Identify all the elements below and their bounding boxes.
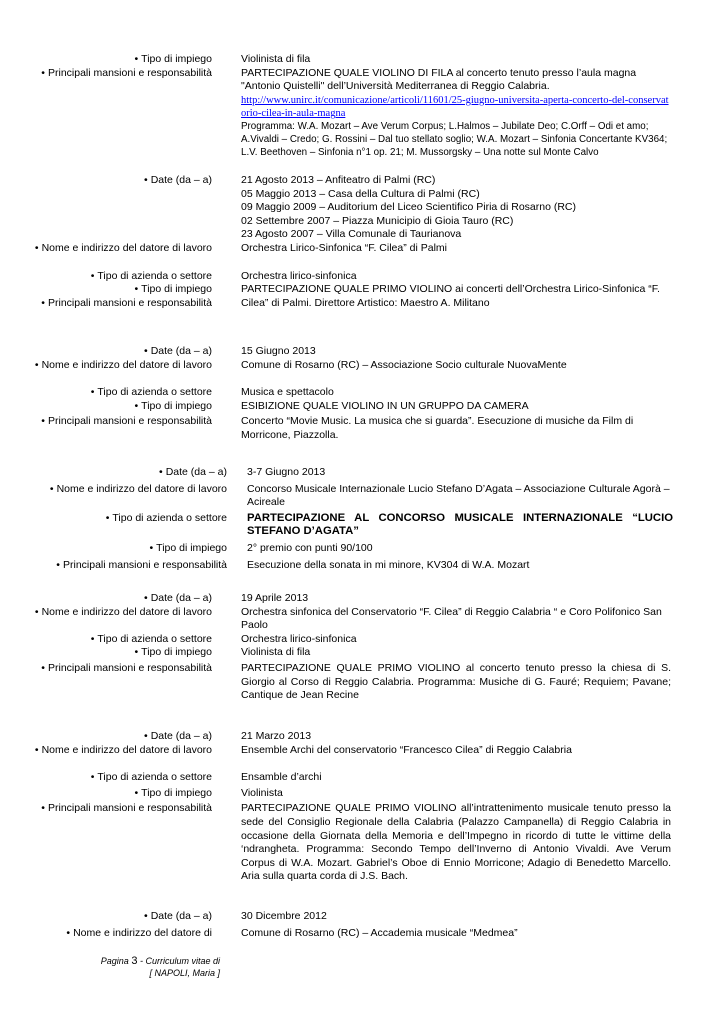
cv-row-datore [0, 744, 724, 758]
row-label: Tipo di azienda o settore [112, 511, 227, 524]
date-line: 09 Maggio 2009 – Auditorium del Liceo Scientifico Piria di Rosarno (RC) [241, 201, 577, 214]
row-label: Tipo di azienda o settore [97, 632, 212, 645]
bullet: • [34, 743, 39, 756]
cv-row-date [0, 174, 724, 242]
row-value: Concerto “Movie Music. La musica che si guarda”. Esecuzione di musiche da Film di Morricone, Piazzolla. [241, 415, 634, 441]
bullet: • [134, 646, 139, 659]
cv-entry-medmea [0, 910, 724, 940]
cv-entry-chiesa-san-giorgio [0, 592, 724, 703]
row-label: Tipo di azienda o settore [97, 771, 212, 784]
row-label: Principali mansioni e responsabilità [62, 558, 227, 571]
row-value: Violinista di fila [241, 646, 311, 659]
bullet: • [34, 605, 39, 618]
row-label: Tipo di impiego [141, 283, 212, 296]
cv-entry-nuovamente [0, 345, 724, 443]
cv-row-date [0, 910, 724, 924]
bullet: • [149, 541, 154, 554]
row-label: Nome e indirizzo del datore di [73, 926, 212, 939]
row-label: Date (da – a) [165, 466, 227, 478]
row-value: Comune di Rosarno (RC) – Associazione Socio culturale NuovaMente [241, 358, 567, 371]
bullet: • [34, 358, 39, 371]
footer-suffix: - Curriculum vitae di [139, 956, 220, 966]
row-value: 21 Marzo 2013 [241, 730, 312, 742]
bullet: • [41, 296, 45, 309]
cv-row-mansioni [0, 559, 724, 573]
row-label: Date (da – a) [150, 345, 212, 357]
bullet: • [134, 283, 139, 296]
row-value: Orchestra sinfonica del Conservatorio “F. Cilea” di Reggio Calabria “ e Coro Polifonico San Paolo [241, 605, 662, 632]
row-value: PARTECIPAZIONE QUALE VIOLINO DI FILA al concerto tenuto presso l’aula magna "Antonio Quistelli" dell’Università Mediterranea di Reggio Calabria. [241, 66, 637, 93]
cv-row-mansioni [0, 67, 724, 160]
row-label: Principali mansioni e responsabilità [47, 802, 212, 815]
date-line: 02 Settembre 2007 – Piazza Municipio di Gioia Tauro (RC) [241, 214, 514, 227]
cv-entry-ensemble-archi [0, 730, 724, 884]
cv-row-datore [0, 606, 724, 633]
row-value: Ensemble Archi del conservatorio “Francesco Cilea” di Reggio Calabria [241, 743, 572, 756]
cv-row-settore [0, 771, 724, 785]
row-label: Principali mansioni e responsabilità [47, 66, 212, 79]
row-label: Tipo di impiego [141, 399, 212, 412]
row-label: Principali mansioni e responsabilità [47, 415, 212, 428]
cv-row-settore [0, 512, 724, 539]
footer-name: [ NAPOLI, Maria ] [149, 967, 220, 978]
cv-row-impiego-mansioni [0, 283, 724, 310]
row-label: Tipo di impiego [141, 53, 212, 65]
row-label: Tipo di impiego [141, 786, 212, 799]
cv-row-datore [0, 242, 724, 256]
cv-row-mansioni [0, 662, 724, 703]
row-value: 15 Giugno 2013 [241, 345, 316, 357]
bullet: • [90, 269, 95, 282]
row-label: Principali mansioni e responsabilità [47, 296, 212, 309]
bullet: • [134, 53, 139, 65]
row-value: Orchestra lirico-sinfonica [241, 632, 357, 645]
bullet: • [134, 399, 139, 412]
row-value: Concorso Musicale Internazionale Lucio Stefano D’Agata – Associazione Culturale Agorà – Acireale [247, 482, 670, 509]
row-value: Orchestra lirico-sinfonica [241, 269, 357, 282]
bullet: • [56, 558, 60, 571]
cv-entry-orchestra-palmi [0, 174, 724, 310]
row-value: 2° premio con punti 90/100 [247, 541, 373, 554]
row-label: Principali mansioni e responsabilità [47, 661, 212, 674]
article-link[interactable]: http://www.unirc.it/comunicazione/articoli/11601/25-giugno-universita-aperta-concerto-del-conservatorio-cilea-in-aula-magna [241, 94, 669, 120]
cv-row-settore [0, 270, 724, 284]
row-label: Nome e indirizzo del datore di lavoro [56, 482, 227, 495]
date-line: 05 Maggio 2013 – Casa della Cultura di Palmi (RC) [241, 187, 480, 200]
row-label: Tipo di impiego [156, 541, 227, 554]
row-value: Ensamble d’archi [241, 771, 322, 784]
row-value: 3-7 Giugno 2013 [247, 466, 326, 478]
cv-row-date [0, 592, 724, 606]
date-line: 23 Agosto 2007 – Villa Comunale di Taurianova [241, 228, 462, 241]
bullet: • [41, 415, 45, 428]
cv-row-date [0, 345, 724, 359]
row-label: Tipo di impiego [141, 646, 212, 659]
cv-row-impiego [0, 400, 724, 414]
row-label: Tipo di azienda o settore [97, 386, 212, 399]
bullet: • [90, 771, 95, 784]
cv-row-datore [0, 359, 724, 373]
cv-row-tipo-impiego [0, 53, 724, 67]
cv-row-settore [0, 386, 724, 400]
bullet: • [144, 174, 148, 186]
cv-row-impiego [0, 542, 724, 556]
row-label: Nome e indirizzo del datore di lavoro [41, 743, 212, 756]
bullet: • [49, 482, 54, 495]
row-value: Musica e spettacolo [241, 386, 334, 399]
bullet: • [105, 511, 110, 524]
row-label: Nome e indirizzo del datore di lavoro [41, 241, 212, 254]
cv-entry-concorso-dagata [0, 466, 724, 572]
bullet: • [159, 466, 163, 478]
cv-row-datore [0, 927, 724, 941]
date-line: 21 Agosto 2013 – Anfiteatro di Palmi (RC) [241, 174, 436, 186]
page-footer [95, 956, 220, 979]
cv-row-settore [0, 633, 724, 647]
cv-row-impiego [0, 646, 724, 660]
row-value: PARTECIPAZIONE QUALE PRIMO VIOLINO ai concerti dell’Orchestra Lirico-Sinfonica “F. Cilea” di Palmi. Direttore Artistico: Maestro A. Militano [241, 283, 660, 309]
row-label: Date (da – a) [150, 592, 212, 604]
bullet: • [144, 345, 148, 357]
row-value: 19 Aprile 2013 [241, 592, 309, 604]
bullet: • [66, 926, 71, 939]
row-value: PARTECIPAZIONE QUALE PRIMO VIOLINO all’intrattenimento musicale tenuto presso la sede del Consiglio Regionale della Calabria (Palazzo Campanella) di Reggio Calabria in occasione della Giornata della Memoria e dell’Impegno in ricordo di tutte le vittime della ‘ndrangheta. Programma: Secondo Tempo dell’Inverno di Antonio Vivaldi. Ave Verum Corpus di W.A. Mozart. Gabriel’s Oboe di Ennio Morricone; Adagio di Benedetto Marcello. Aria sulla quarta corda di J.S. Bach. [241, 802, 671, 883]
row-label: Date (da – a) [150, 174, 212, 186]
bullet: • [41, 802, 45, 815]
row-label: Nome e indirizzo del datore di lavoro [41, 358, 212, 371]
row-value: Comune di Rosarno (RC) – Accademia musicale “Medmea” [241, 926, 518, 939]
bullet: • [134, 786, 139, 799]
row-value: PARTECIPAZIONE QUALE PRIMO VIOLINO al concerto tenuto presso la chiesa di S. Giorgio al Corso di Reggio Calabria. Programma: Musiche di G. Fauré; Requiem; Pavane; Cantique de Jean Recine [241, 661, 671, 702]
row-label: Date (da – a) [150, 910, 212, 922]
cv-row-mansioni [0, 802, 724, 884]
bullet: • [41, 66, 45, 79]
cv-row-impiego [0, 787, 724, 801]
row-value: ESIBIZIONE QUALE VIOLINO IN UN GRUPPO DA CAMERA [241, 399, 529, 412]
row-label: Date (da – a) [150, 730, 212, 742]
cv-row-date [0, 730, 724, 744]
footer-pagina: Pagina [100, 956, 129, 966]
cv-entry-concerto-aula-magna [0, 53, 724, 159]
row-value: Esecuzione della sonata in mi minore, KV304 di W.A. Mozart [247, 558, 530, 571]
page-number: 3 [131, 955, 138, 967]
bullet: • [144, 592, 148, 604]
row-label: Tipo di azienda o settore [97, 269, 212, 282]
bullet: • [144, 910, 148, 922]
row-value: 30 Dicembre 2012 [241, 910, 327, 922]
row-value: PARTECIPAZIONE AL CONCORSO MUSICALE INTERNAZIONALE “LUCIO STEFANO D’AGATA” [247, 511, 673, 538]
bullet: • [34, 241, 39, 254]
cv-row-date [0, 466, 724, 480]
bullet: • [90, 632, 95, 645]
row-value: Violinista [241, 786, 283, 799]
row-value: Orchestra Lirico-Sinfonica “F. Cilea” di Palmi [241, 241, 447, 254]
bullet: • [90, 386, 95, 399]
program-text: Programma: W.A. Mozart – Ave Verum Corpus; L.Halmos – Jubilate Deo; C.Orff – Odi et amo; A.Vivaldi – Credo; G. Rossini – Dal tuo stellato soglio; W.A. Mozart – Sinfonia Concertante KV364; L.V. Beethoven – Sinfonia n°1 op. 21; M. Mussorgsky – Una notte sul Monte Calvo [241, 120, 668, 158]
row-value: Violinista di fila [241, 53, 311, 65]
cv-row-datore [0, 483, 724, 510]
bullet: • [41, 661, 45, 674]
cv-row-mansioni [0, 415, 724, 442]
bullet: • [144, 730, 148, 742]
row-label: Nome e indirizzo del datore di lavoro [41, 605, 212, 618]
